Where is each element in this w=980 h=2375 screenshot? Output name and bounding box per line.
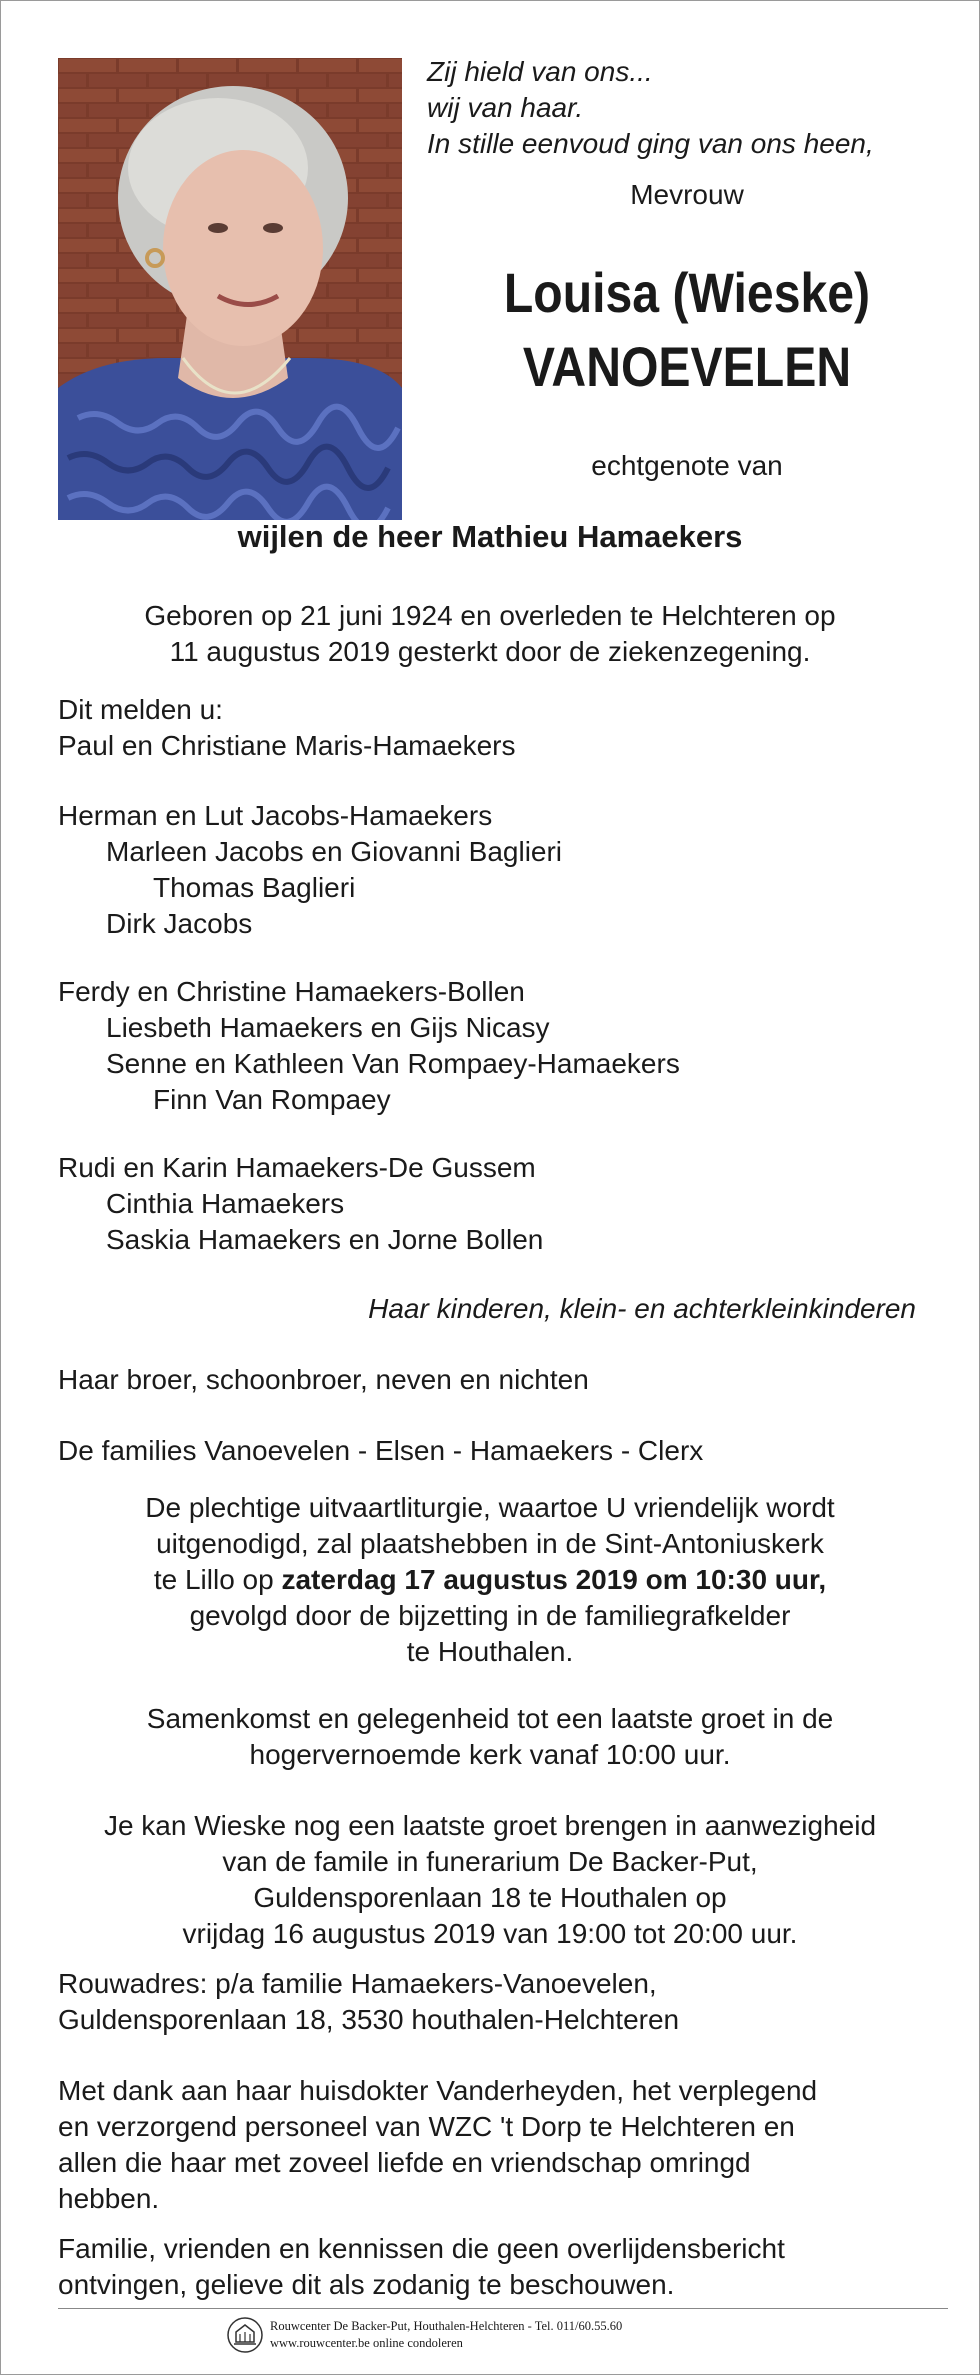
text-line: te Houthalen. bbox=[406, 1636, 574, 1667]
footer-divider bbox=[58, 2308, 948, 2309]
text-line: allen die haar met zoveel liefde en vriendschap omringd bbox=[58, 2147, 751, 2178]
family-member: Senne en Kathleen Van Rompaey-Hamaekers bbox=[106, 1048, 680, 1079]
text-line: Familie, vrienden en kennissen die geen overlijdensbericht bbox=[58, 2233, 785, 2264]
text-line: hogervernoemde kerk vanaf 10:00 uur. bbox=[249, 1739, 731, 1770]
poem-line: In stille eenvoud ging van ons heen, bbox=[427, 128, 874, 159]
announcement-block bbox=[58, 692, 922, 764]
text-line bbox=[58, 1562, 922, 1598]
family-member: Herman en Lut Jacobs-Hamaekers bbox=[58, 800, 493, 831]
gathering-paragraph bbox=[58, 1701, 922, 1773]
poem-line: Zij hield van ons... bbox=[427, 56, 653, 87]
text-line: Rouwadres: p/a familie Hamaekers-Vanoevelen, bbox=[58, 1968, 657, 1999]
text-line: hebben. bbox=[58, 2183, 160, 2214]
funeral-home-logo-icon bbox=[226, 2316, 264, 2354]
family-group bbox=[58, 798, 922, 942]
poem-line: wij van haar. bbox=[427, 92, 584, 123]
text-line: gevolgd door de bijzetting in de familiegrafkelder bbox=[189, 1600, 791, 1631]
family-member: Dirk Jacobs bbox=[106, 908, 253, 939]
text-line: De plechtige uitvaartliturgie, waartoe U vriendelijk wordt bbox=[145, 1492, 835, 1523]
family-member: Paul en Christiane Maris-Hamaekers bbox=[58, 730, 516, 761]
family-group bbox=[58, 974, 922, 1118]
funeral-paragraph bbox=[58, 1490, 922, 1670]
text-line: van de famile in funerarium De Backer-Put, bbox=[222, 1846, 758, 1877]
thanks-paragraph bbox=[58, 2073, 922, 2217]
text-line: uitgenodigd, zal plaatshebben in de Sint-Antoniuskerk bbox=[156, 1528, 824, 1559]
deceased-surname: VANOEVELEN bbox=[522, 335, 852, 398]
families-line: De families Vanoevelen - Elsen - Hamaekers - Clerx bbox=[58, 1435, 704, 1466]
family-member: Thomas Baglieri bbox=[153, 872, 356, 903]
text-line: Dit melden u: bbox=[58, 694, 223, 725]
mourning-address bbox=[58, 1966, 922, 2038]
text-line: Je kan Wieske nog een laatste groet brengen in aanwezigheid bbox=[103, 1810, 877, 1841]
visitation-paragraph bbox=[58, 1808, 922, 1952]
spouse-label: echtgenote van bbox=[591, 450, 783, 481]
text-line: Geboren op 21 juni 1924 en overleden te Helchteren op bbox=[144, 600, 836, 631]
funeral-home-contact: Rouwcenter De Backer-Put, Houthalen-Helchteren - Tel. 011/60.55.60 bbox=[270, 2319, 623, 2333]
family-member: Finn Van Rompaey bbox=[153, 1084, 391, 1115]
text-line: Met dank aan haar huisdokter Vanderheyden, het verplegend bbox=[58, 2075, 818, 2106]
family-member: Cinthia Hamaekers bbox=[106, 1188, 345, 1219]
closing-paragraph bbox=[58, 2231, 922, 2303]
deceased-first-name: Louisa (Wieske) bbox=[503, 261, 871, 324]
text-line: Samenkomst en gelegenheid tot een laatste groet in de bbox=[146, 1703, 834, 1734]
text-segment: te Lillo op bbox=[153, 1564, 282, 1595]
text-line: Guldensporenlaan 18 te Houthalen op bbox=[253, 1882, 727, 1913]
text-line: 11 augustus 2019 gesterkt door de ziekenzegening. bbox=[169, 636, 811, 667]
family-member: Liesbeth Hamaekers en Gijs Nicasy bbox=[106, 1012, 550, 1043]
portrait-photo bbox=[58, 58, 402, 520]
siblings-line: Haar broer, schoonbroer, neven en nichten bbox=[58, 1364, 589, 1395]
website-link[interactable]: www.rouwcenter.be online condoleren bbox=[270, 2336, 463, 2350]
text-line: en verzorgend personeel van WZC 't Dorp te Helchteren en bbox=[58, 2111, 795, 2142]
children-line: Haar kinderen, klein- en achterkleinkinderen bbox=[368, 1293, 916, 1324]
text-line: Guldensporenlaan 18, 3530 houthalen-Helchteren bbox=[58, 2004, 680, 2035]
spouse-name: wijlen de heer Mathieu Hamaekers bbox=[237, 519, 743, 554]
text-line: ontvingen, gelieve dit als zodanig te beschouwen. bbox=[58, 2269, 675, 2300]
footer-text bbox=[270, 2318, 622, 2352]
family-member: Saskia Hamaekers en Jorne Bollen bbox=[106, 1224, 544, 1255]
opening-poem bbox=[427, 54, 947, 162]
family-member: Rudi en Karin Hamaekers-De Gussem bbox=[58, 1152, 536, 1183]
text-line: vrijdag 16 augustus 2019 van 19:00 tot 20:00 uur. bbox=[182, 1918, 798, 1949]
birth-death-paragraph bbox=[58, 598, 922, 670]
family-group bbox=[58, 1150, 922, 1258]
funeral-date-time: zaterdag 17 augustus 2019 om 10:30 uur, bbox=[281, 1564, 827, 1595]
family-member: Ferdy en Christine Hamaekers-Bollen bbox=[58, 976, 525, 1007]
footer bbox=[226, 2316, 746, 2356]
honorific: Mevrouw bbox=[630, 179, 744, 210]
family-member: Marleen Jacobs en Giovanni Baglieri bbox=[106, 836, 563, 867]
